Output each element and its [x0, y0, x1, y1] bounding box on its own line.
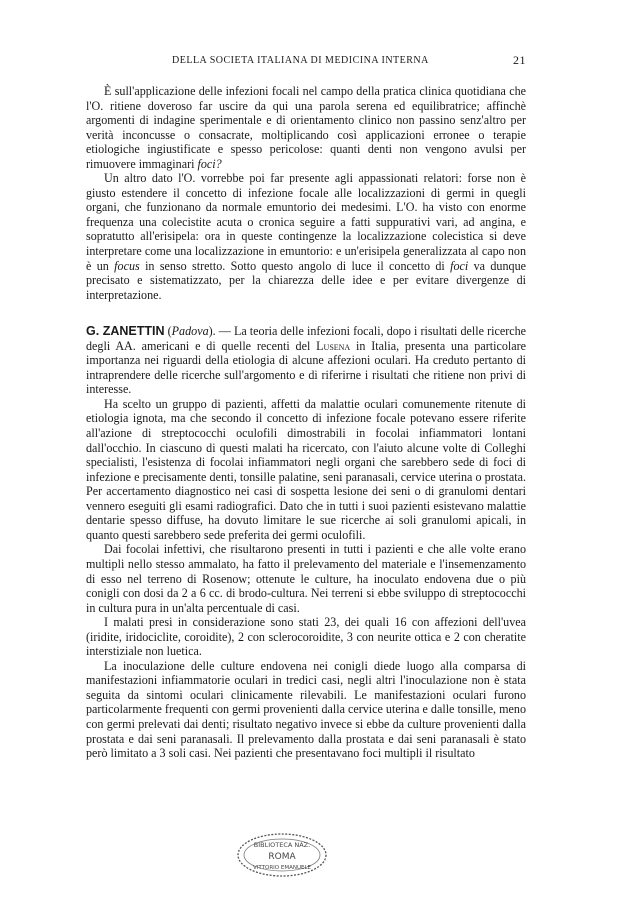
paragraph-4: Ha scelto un gruppo di pazienti, affetti da malattie oculari comunemente ritenute di etiologia ignota, ma che secondo il concetto di infezione focale potevano essere riferite all'azione di streptococchi oculofili dimostrabili in focolai infiammatori lontani dall'occhio. In ciascuno di questi malati ha ricercato, con l'aiuto alcune volte di Colleghi specialisti, l'esistenza di focolai infiammatori negli organi che sarebbero sede di foci di infezione e precisamente denti, tonsille palatine, seni paranasali, cervice uterina o prostata. Per accertamento diagnostico nei casi di sospetta lesione dei seni o di granulomi dentari vennero eseguiti gli esami radiografici. Dato che in tutti i suoi pazienti esistevano malattie dentarie spesso diffuse, ha dovuto limitare le sue ricerche ai soli granulomi apicali, in quanto questi sarebbero sede preferita dei germi oculofili.: [86, 396, 526, 542]
body-text: [86, 84, 526, 761]
paragraph-7: La inoculazione delle culture endovena nei conigli diede luogo alla comparsa di manifestazioni infiammatorie oculari in tredici casi, negli altri l'inoculazione non è stata seguita da sintomi oculari clinicamente rilevabili. Le manifestazioni oculari furono particolarmente frequenti con germi provenienti dalla cervice uterina e dalle tonsille, meno con germi prelevati dai denti; risultato negativo invece si ebbe da culture provenienti dalla prostata e dai seni paranasali. Il prelevamento dalla prostata e dai seni paranasali è stato però limitato a 3 soli casi. Nei pazienti che presentavano foci multipli il risultato: [86, 658, 526, 761]
running-title: DELLA SOCIETA ITALIANA DI MEDICINA INTERNA: [172, 55, 429, 66]
paragraph-6: I malati presi in considerazione sono stati 23, dei quali 16 con affezioni dell'uvea (iridite, iridociclite, coroidite), 2 con sclerocoroidite, 3 con neurite ottica e 2 con cheratite interstiziale non luetica.: [86, 615, 526, 659]
stamp-line-2: ROMA: [268, 852, 296, 862]
paragraph-3-text-a: . — La teoria delle infezioni focali, dopo i risultati delle ricerche degli AA. americani e di quelle recenti del: [86, 324, 527, 353]
library-stamp: [236, 832, 328, 878]
paragraph-3-text-b: in Italia, presenta una particolare importanza nei riguardi della etiologia di alcune affezioni oculari. Ha creduto pertanto di intraprendere delle ricerche sull'argomento e di riferirne i risultati che ritiene non privi di interesse.: [86, 338, 526, 397]
paragraph-2-text: Un altro dato l'O. vorrebbe poi far presente agli appassionati relatori: forse non è giusto estendere il concetto di infezione focale alle localizzazioni di germi in quegli organi, che funzionano da normale emuntorio dei medesimi. L'O. ha visto con enorme frequenza una colecistite acuta o cronica seguire a fatti suppurativi vari, ad angina, e sopratutto all'erisipela: ora in queste contingenze la localizzazione colecistica si deve interpretare come una localizzazione in emuntorio: e un'erisipela generalizzata al capo non è un: [86, 171, 526, 273]
paragraph-1-text: È sull'applicazione delle infezioni focali nel campo della pratica clinica quotidiana che l'O. ritiene doveroso far uscire da qui una parola serena ed equilibratrice; affinchè argomenti di indagine sperimentale e di orientamento clinico non passino senz'altro per verità inconcusse o consacrate, moltiplicando così applicazioni erronee o terapie etiologiche ingiustificate e spesso pericolose: quanti denti non vengono avulsi per rimuovere immaginari: [86, 84, 526, 171]
paragraph-1-italic: foci?: [197, 156, 222, 171]
lusena-name: Lusena: [316, 338, 351, 353]
page-number: 21: [513, 53, 526, 67]
stamp-line-1: BIBLIOTECA NAZ.: [253, 841, 311, 849]
paragraph-2-mid: in senso stretto. Sotto questo angolo di luce il concetto di: [145, 258, 445, 273]
paragraph-2-end: va dunque precisato e sistematizzato, per la chiarezza delle idee e per evitare divergenze di interpretazione.: [86, 258, 526, 302]
section-city: Padova: [171, 324, 209, 339]
paragraph-2: [86, 171, 526, 302]
paragraph-5: Dai focolai infettivi, che risultarono presenti in tutti i pazienti e che alle volte erano multipli nello stesso ammalato, ha fatto il prelevamento del materiale e l'insemenzamento di esso nel terreno di Rosenow; ottenute le culture, ha inoculato endovena due o più conigli con dosi da 2 a 6 cc. di brodo-cultura. Nei terreni si ebbe sviluppo di streptococchi in cultura pura in un'alta percentuale di casi.: [86, 542, 526, 615]
stamp-line-3: VITTORIO EMANUELE: [253, 865, 311, 871]
focus-italic: focus: [114, 258, 140, 273]
foci-italic: foci: [450, 258, 469, 273]
paragraph-1: [86, 84, 526, 171]
section-author: G. ZANETTIN: [86, 324, 165, 339]
paragraph-3: G. ZANETTIN (Padova). — La teoria delle infezioni focali, dopo i risultati delle ricerche degli AA. americani e di quelle recenti del Lusena in Italia, presenta una particolare importanza nei riguardi della etiologia di alcune affezioni oculari. Ha creduto pertanto di intraprendere delle ricerche sull'argomento e di riferirne i risultati che ritiene non privi di interesse.: [86, 324, 527, 397]
